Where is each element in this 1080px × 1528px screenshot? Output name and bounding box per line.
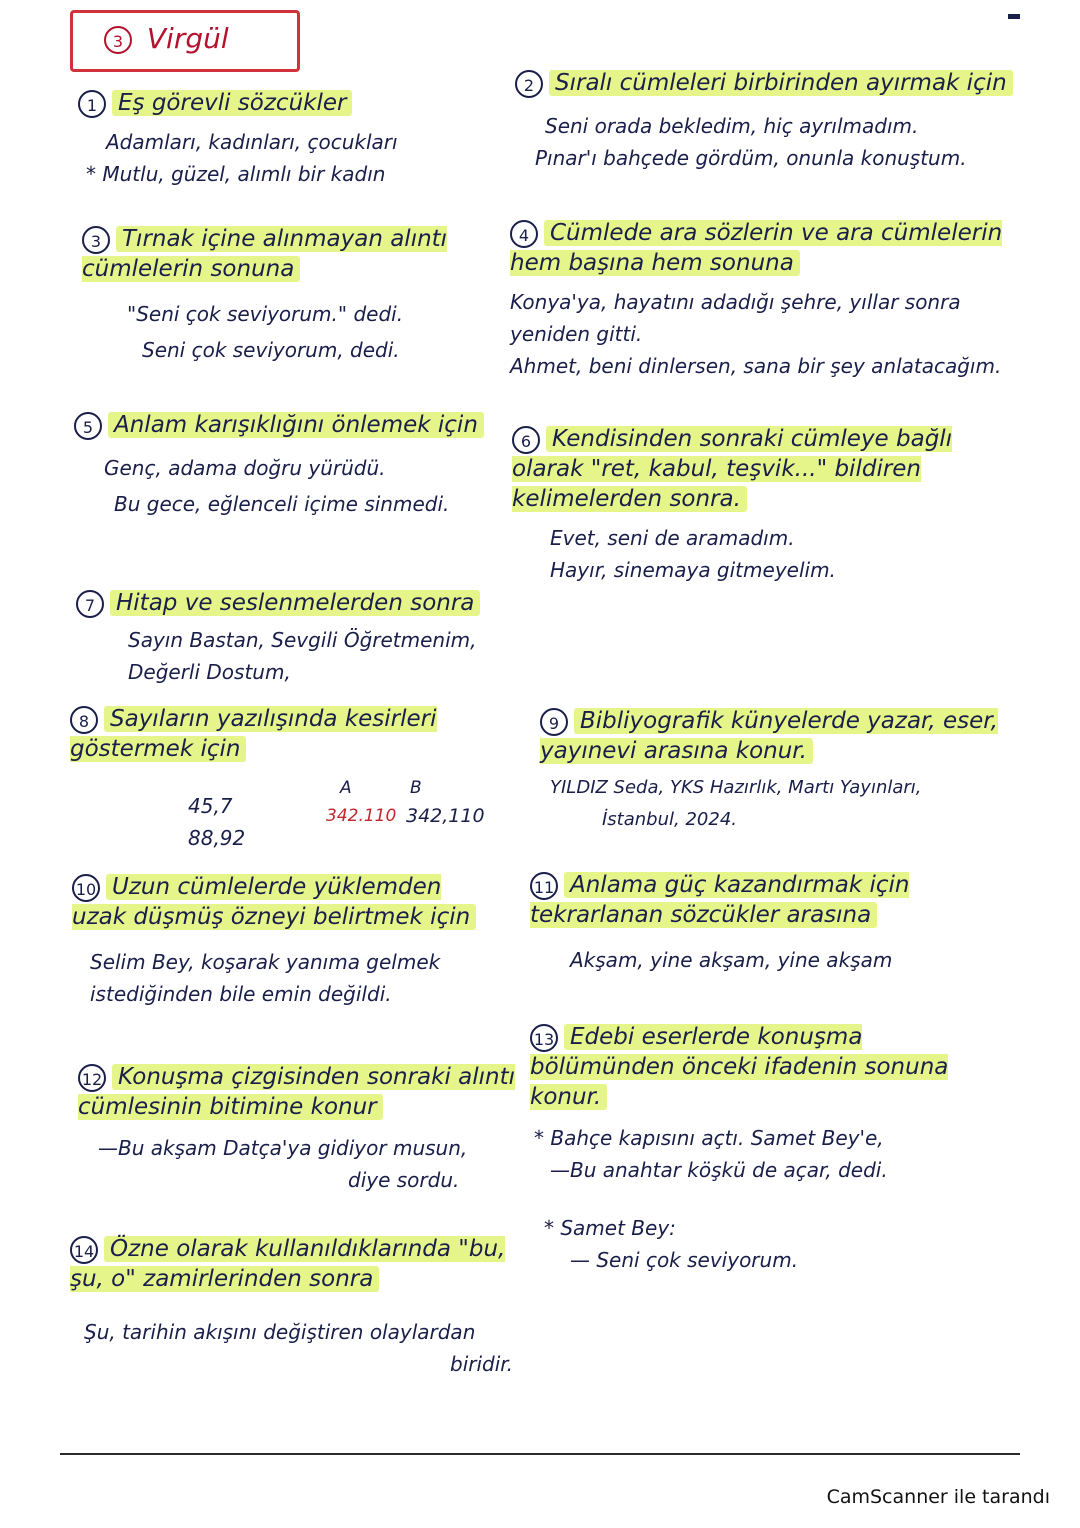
example-line: 88,92 (188, 826, 246, 850)
rule-section-12 (78, 1062, 518, 1196)
example-line: Şu, tarihin akışını değiştiren olaylardan (84, 1320, 476, 1344)
rule-section-6 (512, 424, 1012, 586)
scanner-watermark: CamScanner ile tarandı (826, 1486, 1050, 1508)
section-heading: Konuşma çizgisinden sonraki alıntı cümlesinin bitimine konur (78, 1064, 516, 1120)
rule-section-14 (70, 1234, 514, 1380)
section-number: 6 (512, 426, 540, 454)
section-heading: Eş görevli sözcükler (112, 90, 352, 116)
section-heading: Cümlede ara sözlerin ve ara cümlelerin hem başına hem sonuna (510, 220, 1003, 276)
rule-section-13 (530, 1022, 1010, 1276)
example-line: Genç, adama doğru yürüdü. (104, 456, 386, 480)
corner-mark (1008, 14, 1020, 19)
section-heading: Tırnak içine alınmayan alıntı cümlelerin sonuna (82, 226, 448, 282)
section-heading: Uzun cümlelerde yüklemden uzak düşmüş özneyi belirtmek için (72, 874, 476, 930)
section-heading: Anlam karışıklığını önlemek için (108, 412, 484, 438)
section-number: 7 (76, 590, 104, 618)
example-line: Seni çok seviyorum, dedi. (142, 338, 400, 362)
title-number: 3 (104, 26, 132, 54)
example-line: Pınar'ı bahçede gördüm, onunla konuştum. (535, 146, 967, 170)
rule-section-3 (82, 224, 502, 366)
rule-section-2 (515, 68, 1015, 174)
example-line: YILDIZ Seda, YKS Hazırlık, Martı Yayınları, (550, 777, 922, 798)
example-line: Sayın Bastan, Sevgili Öğretmenim, (128, 628, 477, 652)
section-number: 11 (530, 872, 558, 900)
example-line: * Mutlu, güzel, alımlı bir kadın (86, 162, 386, 186)
example-line: —Bu anahtar köşkü de açar, dedi. (550, 1158, 888, 1182)
example-line: istediğinden bile emin değildi. (90, 982, 392, 1006)
section-number: 9 (540, 708, 568, 736)
section-number: 4 (510, 220, 538, 248)
example-line: Selim Bey, koşarak yanıma gelmek (90, 950, 441, 974)
example-line: * Bahçe kapısını açtı. Samet Bey'e, (534, 1126, 884, 1150)
section-heading: Sıralı cümleleri birbirinden ayırmak için (549, 70, 1013, 96)
compare-label-b: B (410, 778, 422, 798)
example-line: "Seni çok seviyorum." dedi. (127, 302, 404, 326)
section-heading: Edebi eserlerde konuşma bölümünden önceki ifadenin sonuna konur. (530, 1024, 949, 1110)
number-examples (70, 772, 510, 862)
section-number: 2 (515, 70, 543, 98)
rule-section-9 (540, 706, 1020, 836)
example-line: — Seni çok seviyorum. (570, 1248, 799, 1272)
section-number: 5 (74, 412, 102, 440)
example-line: 45,7 (188, 794, 233, 818)
example-line: Bu gece, eğlenceli içime sinmedi. (114, 492, 450, 516)
rule-section-5 (74, 410, 504, 520)
example-line: Evet, seni de aramadım. (550, 526, 795, 550)
section-number: 3 (82, 226, 110, 254)
bottom-divider (60, 1453, 1020, 1455)
section-heading: Hitap ve seslenmelerden sonra (110, 590, 480, 616)
section-number: 10 (72, 874, 100, 902)
example-line: * Samet Bey: (544, 1216, 676, 1240)
title-text: Virgül (146, 22, 229, 55)
section-heading: Kendisinden sonraki cümleye bağlı olarak "ret, kabul, teşvik..." bildiren kelimelerden sonra. (512, 426, 953, 512)
example-line: —Bu akşam Datça'ya gidiyor musun, (98, 1136, 468, 1160)
section-heading: Anlama güç kazandırmak için tekrarlanan sözcükler arasına (530, 872, 910, 928)
section-number: 13 (530, 1024, 558, 1052)
page-title (104, 22, 229, 55)
example-line: biridir. (450, 1352, 514, 1376)
rule-section-10 (72, 872, 502, 1010)
compare-label-a: A (340, 778, 352, 798)
section-heading: Sayıların yazılışında kesirleri göstermek için (70, 706, 437, 762)
section-heading: Özne olarak kullanıldıklarında "bu, şu, o" zamirlerinden sonra (70, 1236, 506, 1292)
rule-section-7 (76, 588, 526, 688)
example-line: diye sordu. (348, 1168, 460, 1192)
rule-section-11 (530, 870, 1000, 976)
example-line: Adamları, kadınları, çocukları (106, 130, 398, 154)
compare-value-a: 342.110 (326, 806, 397, 826)
rule-section-1 (78, 88, 498, 190)
compare-value-b: 342,110 (406, 805, 485, 827)
rule-section-8 (70, 704, 510, 862)
example-line: Seni orada bekledim, hiç ayrılmadım. (545, 114, 919, 138)
example-line: Ahmet, beni dinlersen, sana bir şey anlatacağım. (510, 354, 1002, 378)
example-line: İstanbul, 2024. (602, 809, 737, 830)
example-line: Konya'ya, hayatını adadığı şehre, yıllar sonra yeniden gitti. (510, 290, 961, 346)
section-number: 1 (78, 90, 106, 118)
example-line: Akşam, yine akşam, yine akşam (570, 948, 893, 972)
example-line: Değerli Dostum, (128, 660, 291, 684)
section-number: 12 (78, 1064, 106, 1092)
section-number: 14 (70, 1236, 98, 1264)
example-line: Hayır, sinemaya gitmeyelim. (550, 558, 836, 582)
section-heading: Bibliyografik künyelerde yazar, eser, yayınevi arasına konur. (540, 708, 998, 764)
rule-section-4 (510, 218, 1020, 382)
section-number: 8 (70, 706, 98, 734)
